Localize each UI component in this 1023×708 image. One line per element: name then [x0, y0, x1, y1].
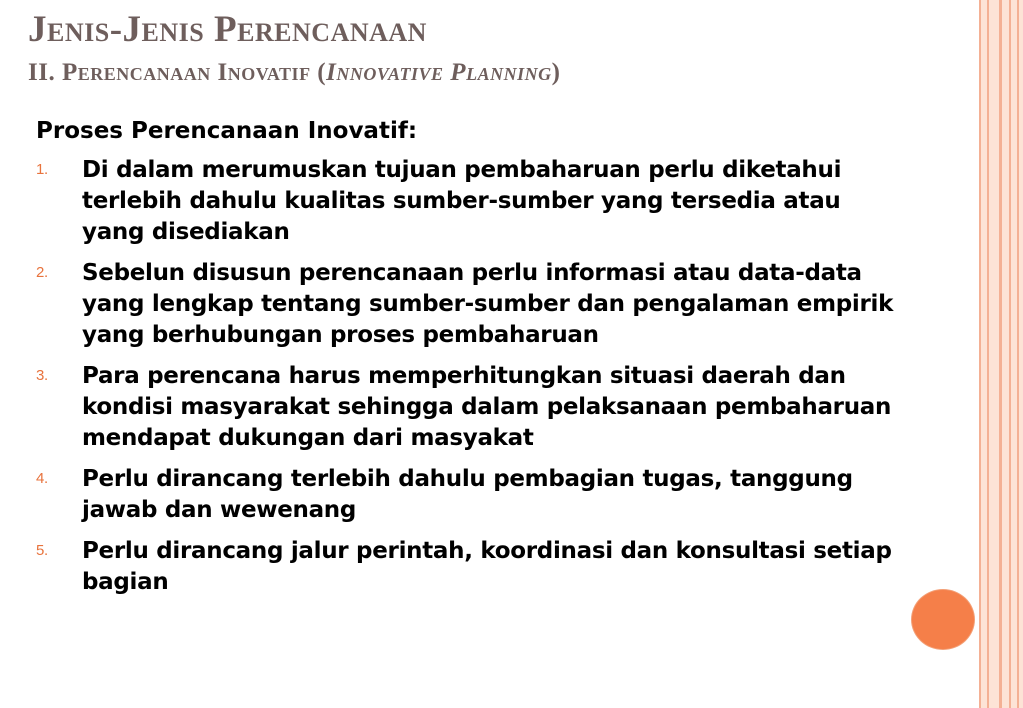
slide-body	[36, 115, 906, 608]
decorative-stripe	[979, 0, 981, 708]
process-step-4	[36, 464, 906, 526]
decorative-stripe	[987, 0, 989, 708]
lead-text: Proses Perencanaan Inovatif:	[36, 118, 418, 144]
decorative-stripe	[999, 0, 1002, 708]
step-text: Perlu dirancang terlebih dahulu pembagian tugas, tanggung jawab dan wewenang	[82, 466, 853, 523]
subtitle-prefix: II. Perencanaan Inovatif (	[28, 59, 327, 86]
process-step-1	[36, 155, 906, 248]
process-step-3	[36, 361, 906, 454]
slide-title: Jenis-Jenis Perencanaan	[28, 9, 427, 50]
subtitle-italic-term: Innovative Planning	[326, 59, 552, 86]
step-number: 3.	[36, 367, 48, 384]
process-step-5	[36, 536, 906, 598]
accent-circle	[911, 589, 975, 650]
step-number: 4.	[36, 470, 48, 487]
subtitle-suffix: )	[551, 59, 561, 86]
step-number: 1.	[36, 161, 48, 178]
process-steps-list	[36, 155, 906, 598]
step-text: Para perencana harus memperhitungkan situasi daerah dan kondisi masyarakat sehingga dalam pelaksanaan pembaharuan mendapat dukungan dari masyakat	[82, 363, 892, 451]
decorative-stripe	[1009, 0, 1011, 708]
process-step-2	[36, 258, 906, 351]
slide-subtitle	[28, 56, 560, 90]
step-number: 5.	[36, 542, 48, 559]
step-text: Perlu dirancang jalur perintah, koordinasi dan konsultasi setiap bagian	[82, 538, 892, 595]
step-text: Sebelun disusun perencanaan perlu informasi atau data-data yang lengkap tentang sumber-sumber dan pengalaman empirik yang berhubungan proses pembaharuan	[82, 260, 894, 348]
decorative-stripe	[1017, 0, 1019, 708]
step-text: Di dalam merumuskan tujuan pembaharuan perlu diketahui terlebih dahulu kualitas sumber-sumber yang tersedia atau yang disediakan	[82, 157, 842, 245]
step-number: 2.	[36, 264, 48, 281]
